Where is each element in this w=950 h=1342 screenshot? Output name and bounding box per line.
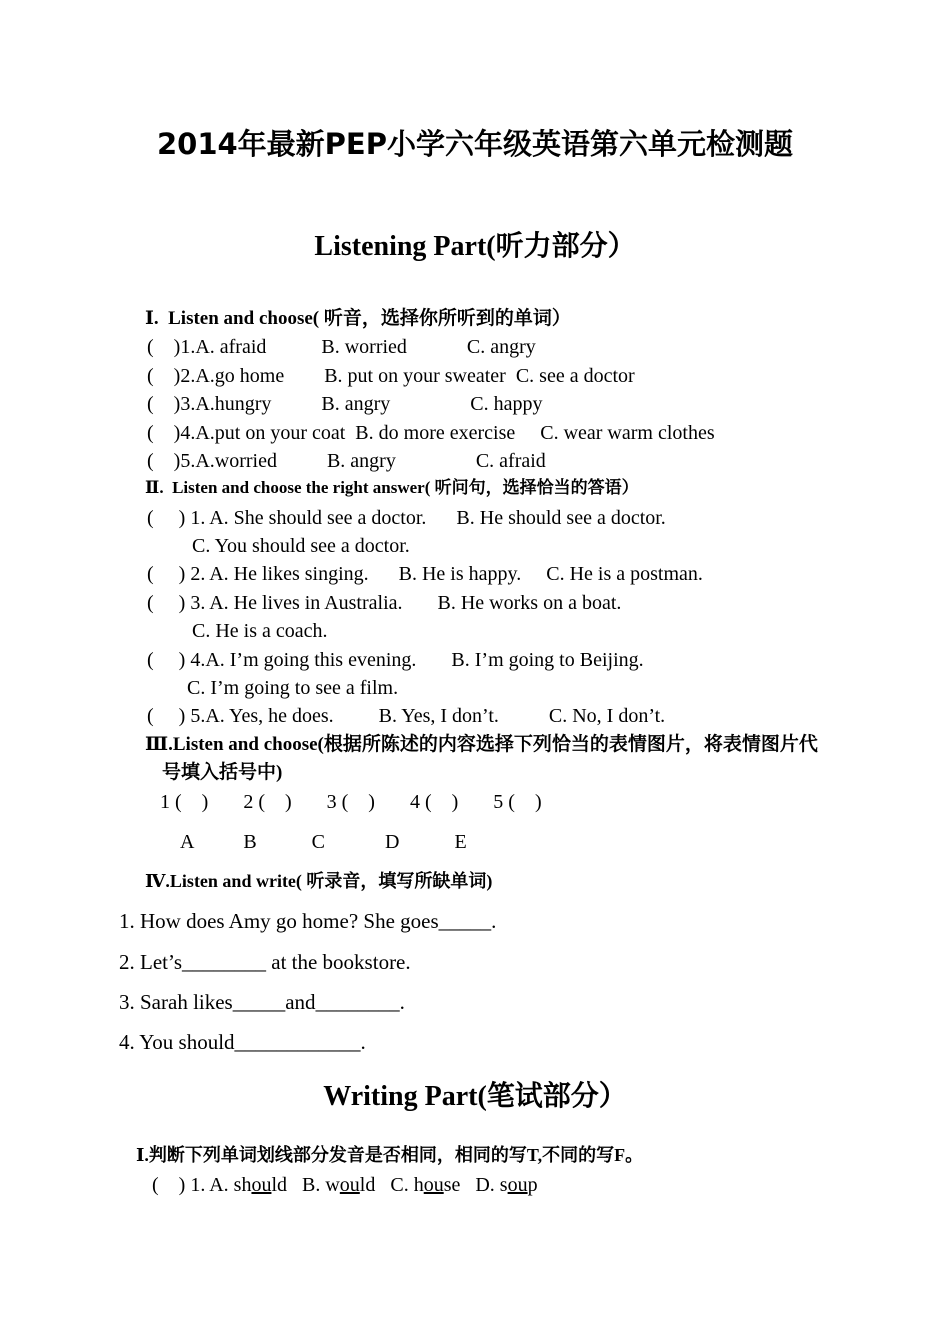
- section-3-heading: Ⅲ.Listen and choose(根据所陈述的内容选择下列恰当的表情图片，将表情图片代: [145, 734, 818, 755]
- s2-question-1: ( ) 1. A. She should see a doctor. B. He should see a doctor.: [147, 507, 666, 529]
- s4-question-1: 1. How does Amy go home? She goes_____.: [119, 909, 497, 933]
- s1-question-1: ( )1.A. afraid B. worried C. angry: [147, 336, 536, 358]
- s2-question-2: ( ) 2. A. He likes singing. B. He is happy. C. He is a postman.: [147, 563, 703, 585]
- s4-question-3: 3. Sarah likes_____and________.: [119, 990, 405, 1014]
- s1-question-4: ( )4.A.put on your coat B. do more exercise C. wear warm clothes: [147, 422, 715, 444]
- section-1-heading: Ⅰ. Listen and choose( 听音，选择你所听到的单词）: [145, 308, 571, 329]
- writing-section-1-heading: Ⅰ.判断下列单词划线部分发音是否相同，相同的写T,不同的写F。: [136, 1145, 644, 1165]
- page-title: 2014年最新PEP小学六年级英语第六单元检测题: [156, 127, 794, 161]
- section-2-heading: Ⅱ. Listen and choose the right answer( 听问句，选择恰当的答语）: [145, 478, 639, 497]
- writing-part-heading: Writing Part(笔试部分）: [323, 1081, 627, 1112]
- s3-answer-blanks: 1 ( ) 2 ( ) 3 ( ) 4 ( ) 5 ( ): [160, 791, 542, 813]
- s4-question-4: 4. You should____________.: [119, 1030, 366, 1054]
- s2-question-3-option-c: C. He is a coach.: [147, 620, 328, 642]
- s4-question-2: 2. Let’s________ at the bookstore.: [119, 950, 411, 974]
- s2-question-4: ( ) 4.A. I’m going this evening. B. I’m going to Beijing.: [147, 649, 644, 671]
- s2-question-1-option-c: C. You should see a doctor.: [147, 535, 410, 557]
- s1-question-5: ( )5.A.worried B. angry C. afraid: [147, 450, 546, 472]
- s2-question-5: ( ) 5.A. Yes, he does. B. Yes, I don’t. C. No, I don’t.: [147, 705, 666, 727]
- writing-question-1: ( ) 1. A. should B. would C. house D. soup: [152, 1174, 538, 1196]
- s2-question-3: ( ) 3. A. He lives in Australia. B. He works on a boat.: [147, 592, 622, 614]
- section-3-heading-cont: 号填入括号中): [162, 762, 283, 783]
- s2-question-4-option-c: C. I’m going to see a film.: [147, 677, 399, 699]
- s1-question-3: ( )3.A.hungry B. angry C. happy: [147, 393, 543, 415]
- s3-picture-letters: A B C D E: [180, 831, 467, 853]
- s1-question-2: ( )2.A.go home B. put on your sweater C. see a doctor: [147, 365, 635, 387]
- section-4-heading: Ⅳ.Listen and write( 听录音，填写所缺单词): [145, 871, 493, 891]
- listening-part-heading: Listening Part(听力部分）: [314, 231, 636, 262]
